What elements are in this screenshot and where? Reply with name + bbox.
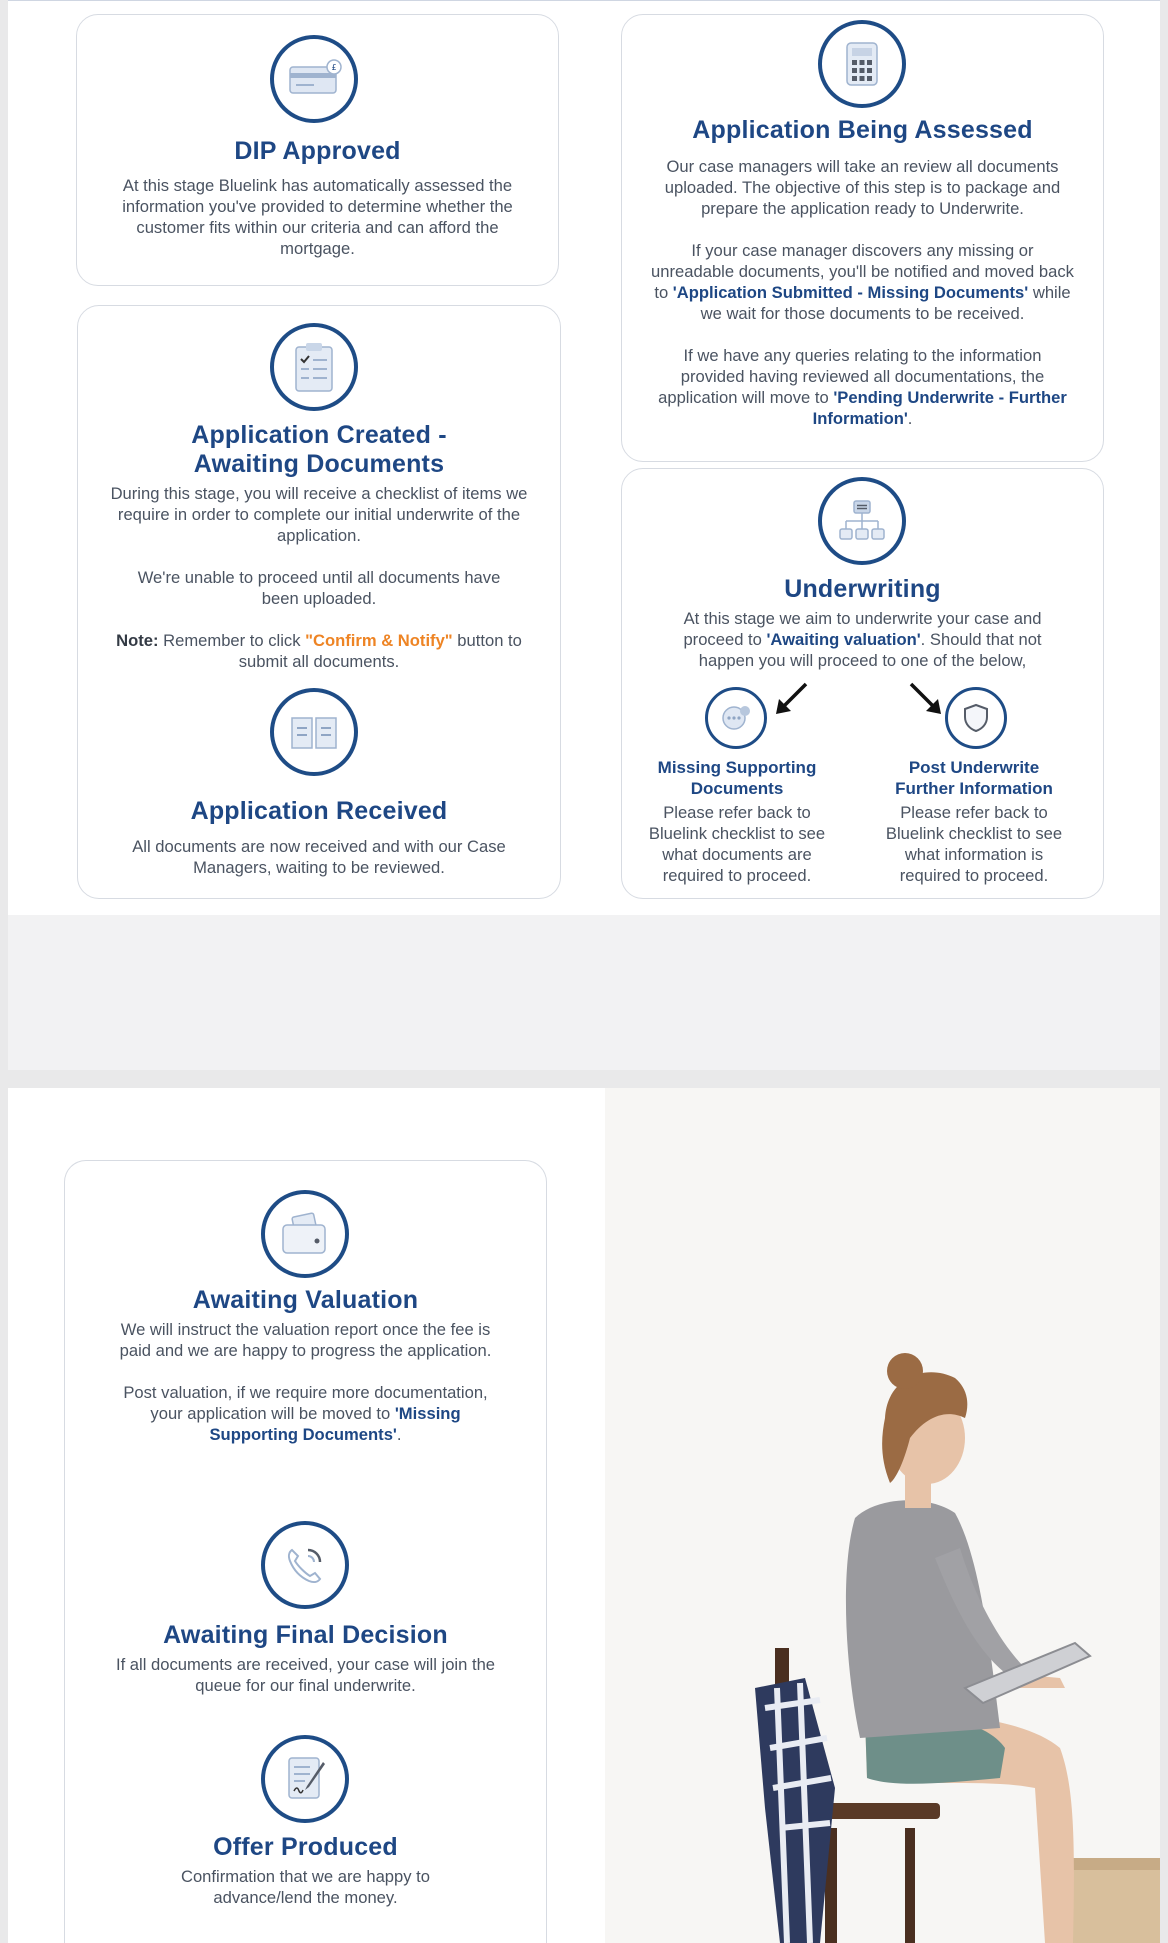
underwriting-text: At this stage we aim to underwrite your case and proceed to 'Awaiting valuation'. Should that not happen you will proceed to one of the below, xyxy=(683,609,1042,670)
org-chart-icon xyxy=(818,477,906,565)
application-created-card xyxy=(77,305,561,899)
svg-text:£: £ xyxy=(331,63,337,72)
awaiting-final-decision-text: If all documents are received, your case will join the queue for our final underwrite. xyxy=(115,1655,496,1695)
application-received-title: Application Received xyxy=(190,797,448,825)
underwriting-title: Underwriting xyxy=(784,575,941,603)
awaiting-valuation-title: Awaiting Valuation xyxy=(192,1286,419,1314)
open-book-icon xyxy=(270,688,358,776)
application-assessed-title: Application Being Assessed xyxy=(692,116,1033,144)
application-received-text: All documents are now received and with our Case Managers, waiting to be reviewed. xyxy=(132,837,506,877)
offer-produced-title: Offer Produced xyxy=(213,1833,398,1861)
dip-approved-card xyxy=(76,14,559,286)
arrow-down-right-icon xyxy=(905,681,945,717)
wallet-icon xyxy=(261,1190,349,1278)
awaiting-valuation-text: We will instruct the valuation report once the fee is paid and we are happy to progress the application. Post valuation, if we require more documentation, your application will be moved to 'Missing Supporting Documents'. xyxy=(119,1320,492,1444)
shield-icon xyxy=(945,687,1007,749)
application-created-text: During this stage, you will receive a checklist of items we require in order to complete our initial underwrite of the application. We're unable to proceed until all documents have been uploaded. Note: Remember to click "Confirm & Notify" button to submit all documents. xyxy=(98,483,540,672)
dip-approved-title: DIP Approved xyxy=(234,137,401,165)
confirm-notify-note: Note: Remember to click "Confirm & Notify" button to submit all documents. xyxy=(116,631,522,671)
signed-document-icon xyxy=(261,1735,349,1823)
application-assessed-card xyxy=(621,14,1104,462)
application-assessed-text: Our case managers will take an review all documents uploaded. The objective of this step is to package and prepare the application ready to Underwrite. If your case manager discovers any missing or unreadable documents, you'll be notified and moved back to 'Application Submitted - Missing Documents' while we wait for those documents to be received. If we have any queries relating to the information provided having reviewed all documentations, the application will move to 'Pending Underwrite - Further Information'. xyxy=(651,157,1074,428)
awaiting-valuation-card xyxy=(64,1160,547,1943)
offer-produced-text: Confirmation that we are happy to advance/lend the money. xyxy=(180,1867,431,1907)
underwriting-card xyxy=(621,468,1104,899)
phone-icon xyxy=(261,1521,349,1609)
missing-supporting-documents-title: Missing Supporting Documents xyxy=(657,758,817,798)
post-underwrite-text: Please refer back to Bluelink checklist to see what information is required to proceed. xyxy=(885,803,1063,885)
arrow-down-left-icon xyxy=(772,681,812,717)
awaiting-final-decision-title: Awaiting Final Decision xyxy=(163,1621,448,1649)
card-payment-icon xyxy=(270,35,358,123)
calculator-icon xyxy=(818,20,906,108)
missing-supporting-documents-text: Please refer back to Bluelink checklist to see what documents are required to proceed. xyxy=(648,803,826,885)
woman-with-tablet-photo xyxy=(605,1088,1160,1943)
photo-illustration xyxy=(605,1088,1160,1943)
application-created-title: Application Created - Awaiting Documents xyxy=(191,421,447,478)
dip-approved-text: At this stage Bluelink has automatically assessed the information you've provided to determine whether the customer fits within our criteria and can afford the mortgage. xyxy=(122,176,513,258)
post-underwrite-title: Post Underwrite Further Information xyxy=(895,758,1053,798)
chat-bubble-icon xyxy=(705,687,767,749)
checklist-icon xyxy=(270,323,358,411)
